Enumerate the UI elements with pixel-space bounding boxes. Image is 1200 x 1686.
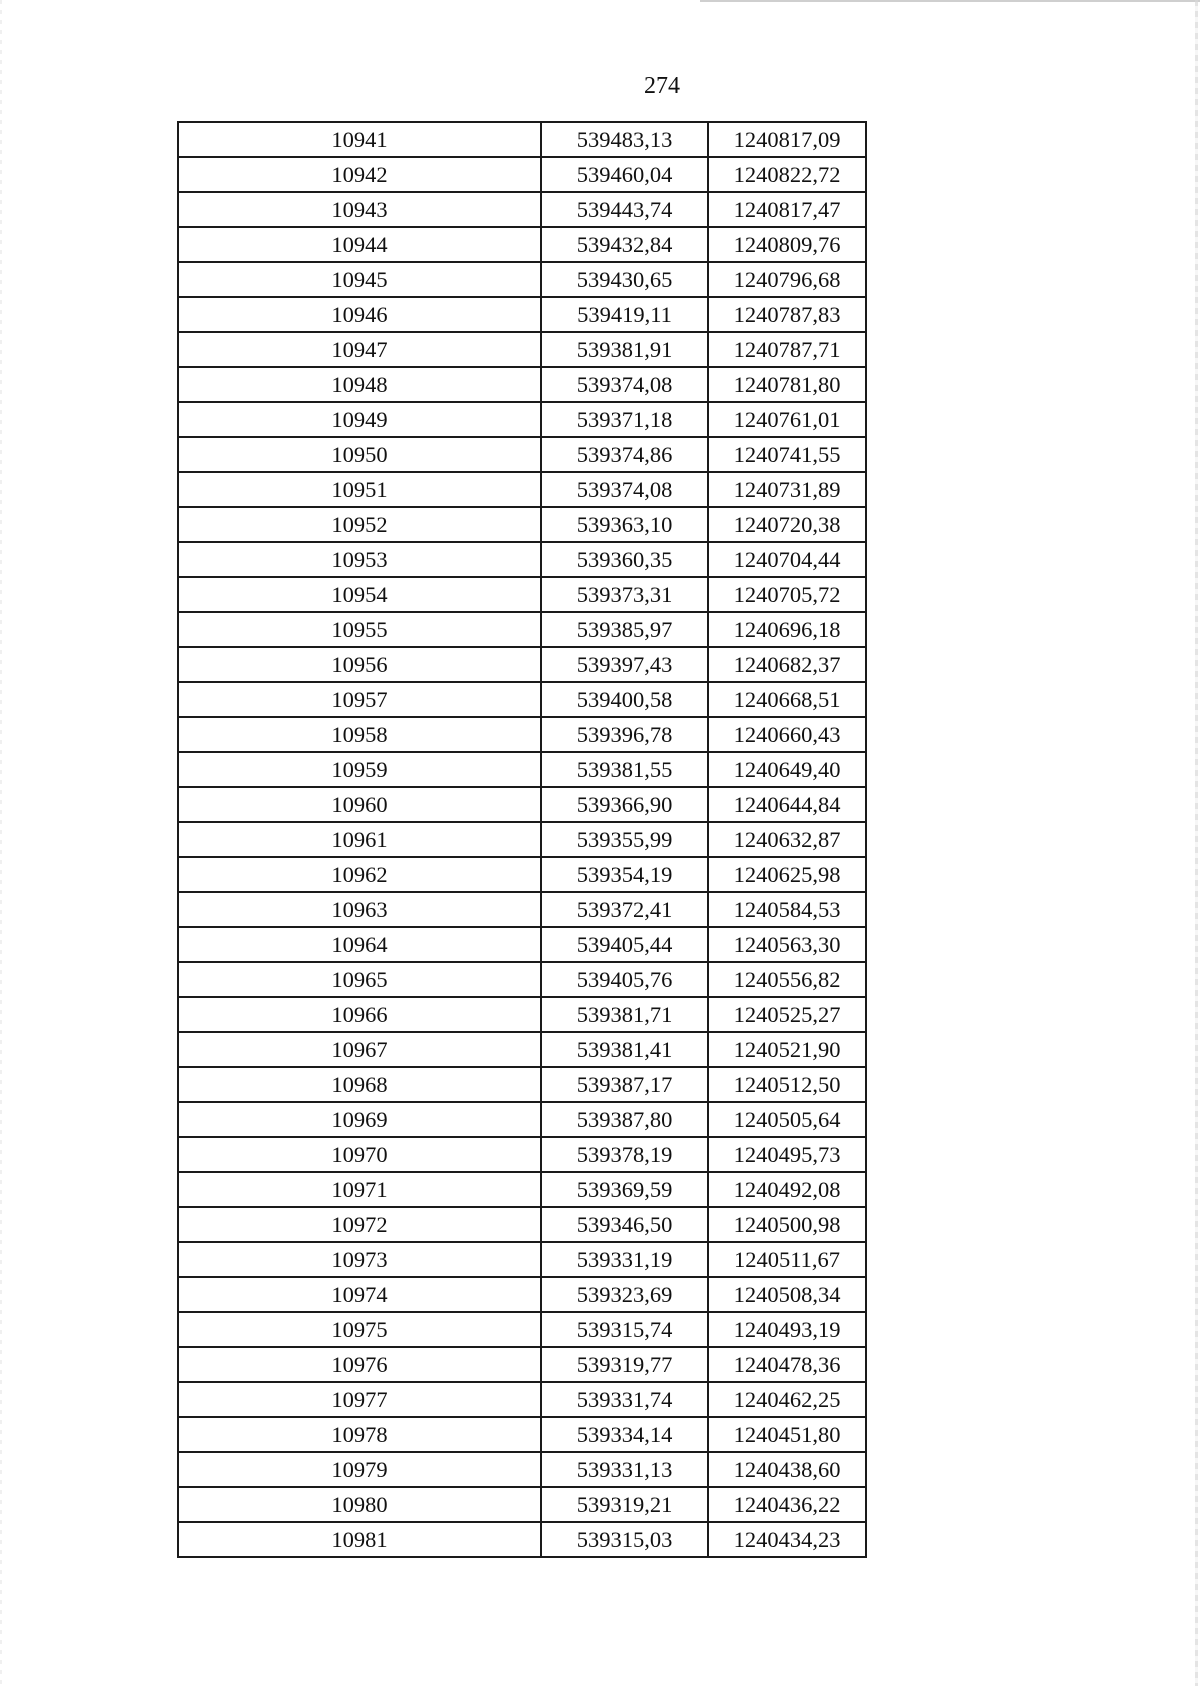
point-number-cell: 10978 — [178, 1417, 541, 1452]
table-row — [178, 752, 866, 787]
y-coordinate-cell: 1240556,82 — [708, 962, 866, 997]
point-number-cell: 10964 — [178, 927, 541, 962]
point-number-cell: 10959 — [178, 752, 541, 787]
point-number-cell: 10949 — [178, 402, 541, 437]
x-coordinate-cell: 539355,99 — [541, 822, 708, 857]
table-row — [178, 1242, 866, 1277]
x-coordinate-cell: 539419,11 — [541, 297, 708, 332]
point-number-cell: 10956 — [178, 647, 541, 682]
point-number-cell: 10965 — [178, 962, 541, 997]
y-coordinate-cell: 1240632,87 — [708, 822, 866, 857]
x-coordinate-cell: 539430,65 — [541, 262, 708, 297]
table-row — [178, 612, 866, 647]
point-number-cell: 10980 — [178, 1487, 541, 1522]
point-number-cell: 10975 — [178, 1312, 541, 1347]
x-coordinate-cell: 539331,19 — [541, 1242, 708, 1277]
scan-edge-right — [1195, 0, 1198, 1686]
table-row — [178, 1032, 866, 1067]
y-coordinate-cell: 1240796,68 — [708, 262, 866, 297]
y-coordinate-cell: 1240511,67 — [708, 1242, 866, 1277]
table-row — [178, 1067, 866, 1102]
y-coordinate-cell: 1240761,01 — [708, 402, 866, 437]
point-number-cell: 10954 — [178, 577, 541, 612]
table-row — [178, 1487, 866, 1522]
table-row — [178, 332, 866, 367]
y-coordinate-cell: 1240809,76 — [708, 227, 866, 262]
x-coordinate-cell: 539319,21 — [541, 1487, 708, 1522]
x-coordinate-cell: 539372,41 — [541, 892, 708, 927]
x-coordinate-cell: 539319,77 — [541, 1347, 708, 1382]
point-number-cell: 10943 — [178, 192, 541, 227]
x-coordinate-cell: 539400,58 — [541, 682, 708, 717]
page-number: 274 — [644, 73, 680, 99]
x-coordinate-cell: 539381,71 — [541, 997, 708, 1032]
y-coordinate-cell: 1240584,53 — [708, 892, 866, 927]
scan-edge-left — [0, 0, 2, 1686]
x-coordinate-cell: 539323,69 — [541, 1277, 708, 1312]
y-coordinate-cell: 1240505,64 — [708, 1102, 866, 1137]
y-coordinate-cell: 1240492,08 — [708, 1172, 866, 1207]
x-coordinate-cell: 539371,18 — [541, 402, 708, 437]
x-coordinate-cell: 539334,14 — [541, 1417, 708, 1452]
y-coordinate-cell: 1240731,89 — [708, 472, 866, 507]
x-coordinate-cell: 539397,43 — [541, 647, 708, 682]
point-number-cell: 10948 — [178, 367, 541, 402]
table-row — [178, 437, 866, 472]
point-number-cell: 10952 — [178, 507, 541, 542]
table-row — [178, 1452, 866, 1487]
point-number-cell: 10979 — [178, 1452, 541, 1487]
y-coordinate-cell: 1240705,72 — [708, 577, 866, 612]
table-row — [178, 997, 866, 1032]
y-coordinate-cell: 1240436,22 — [708, 1487, 866, 1522]
table-row — [178, 927, 866, 962]
point-number-cell: 10968 — [178, 1067, 541, 1102]
x-coordinate-cell: 539483,13 — [541, 122, 708, 157]
point-number-cell: 10961 — [178, 822, 541, 857]
table-row — [178, 1347, 866, 1382]
y-coordinate-cell: 1240822,72 — [708, 157, 866, 192]
y-coordinate-cell: 1240512,50 — [708, 1067, 866, 1102]
point-number-cell: 10960 — [178, 787, 541, 822]
x-coordinate-cell: 539374,08 — [541, 472, 708, 507]
y-coordinate-cell: 1240500,98 — [708, 1207, 866, 1242]
x-coordinate-cell: 539374,08 — [541, 367, 708, 402]
y-coordinate-cell: 1240451,80 — [708, 1417, 866, 1452]
point-number-cell: 10945 — [178, 262, 541, 297]
point-number-cell: 10941 — [178, 122, 541, 157]
x-coordinate-cell: 539385,97 — [541, 612, 708, 647]
y-coordinate-cell: 1240495,73 — [708, 1137, 866, 1172]
table-row — [178, 122, 866, 157]
y-coordinate-cell: 1240781,80 — [708, 367, 866, 402]
x-coordinate-cell: 539331,74 — [541, 1382, 708, 1417]
scan-edge-top — [700, 0, 1200, 2]
x-coordinate-cell: 539374,86 — [541, 437, 708, 472]
table-row — [178, 1207, 866, 1242]
y-coordinate-cell: 1240508,34 — [708, 1277, 866, 1312]
point-number-cell: 10969 — [178, 1102, 541, 1137]
y-coordinate-cell: 1240682,37 — [708, 647, 866, 682]
x-coordinate-cell: 539378,19 — [541, 1137, 708, 1172]
table-row — [178, 577, 866, 612]
y-coordinate-cell: 1240563,30 — [708, 927, 866, 962]
y-coordinate-cell: 1240434,23 — [708, 1522, 866, 1557]
coordinates-table — [177, 121, 867, 1558]
x-coordinate-cell: 539366,90 — [541, 787, 708, 822]
x-coordinate-cell: 539387,17 — [541, 1067, 708, 1102]
table-row — [178, 192, 866, 227]
table-row — [178, 1417, 866, 1452]
y-coordinate-cell: 1240478,36 — [708, 1347, 866, 1382]
x-coordinate-cell: 539373,31 — [541, 577, 708, 612]
point-number-cell: 10967 — [178, 1032, 541, 1067]
table-row — [178, 892, 866, 927]
x-coordinate-cell: 539331,13 — [541, 1452, 708, 1487]
table-row — [178, 227, 866, 262]
point-number-cell: 10944 — [178, 227, 541, 262]
table-row — [178, 402, 866, 437]
x-coordinate-cell: 539369,59 — [541, 1172, 708, 1207]
x-coordinate-cell: 539443,74 — [541, 192, 708, 227]
table-row — [178, 542, 866, 577]
point-number-cell: 10977 — [178, 1382, 541, 1417]
x-coordinate-cell: 539354,19 — [541, 857, 708, 892]
table-row — [178, 1277, 866, 1312]
point-number-cell: 10962 — [178, 857, 541, 892]
x-coordinate-cell: 539360,35 — [541, 542, 708, 577]
point-number-cell: 10946 — [178, 297, 541, 332]
point-number-cell: 10955 — [178, 612, 541, 647]
y-coordinate-cell: 1240696,18 — [708, 612, 866, 647]
table-row — [178, 1382, 866, 1417]
x-coordinate-cell: 539315,03 — [541, 1522, 708, 1557]
y-coordinate-cell: 1240644,84 — [708, 787, 866, 822]
x-coordinate-cell: 539363,10 — [541, 507, 708, 542]
table-row — [178, 367, 866, 402]
y-coordinate-cell: 1240438,60 — [708, 1452, 866, 1487]
point-number-cell: 10973 — [178, 1242, 541, 1277]
table-row — [178, 857, 866, 892]
point-number-cell: 10981 — [178, 1522, 541, 1557]
table-row — [178, 1172, 866, 1207]
point-number-cell: 10942 — [178, 157, 541, 192]
table-row — [178, 262, 866, 297]
x-coordinate-cell: 539405,76 — [541, 962, 708, 997]
point-number-cell: 10970 — [178, 1137, 541, 1172]
table-row — [178, 1312, 866, 1347]
point-number-cell: 10958 — [178, 717, 541, 752]
point-number-cell: 10972 — [178, 1207, 541, 1242]
table-row — [178, 1102, 866, 1137]
y-coordinate-cell: 1240668,51 — [708, 682, 866, 717]
table-row — [178, 822, 866, 857]
x-coordinate-cell: 539381,91 — [541, 332, 708, 367]
point-number-cell: 10957 — [178, 682, 541, 717]
table-row — [178, 787, 866, 822]
table-row — [178, 507, 866, 542]
x-coordinate-cell: 539315,74 — [541, 1312, 708, 1347]
table-row — [178, 1522, 866, 1557]
table-row — [178, 472, 866, 507]
point-number-cell: 10947 — [178, 332, 541, 367]
y-coordinate-cell: 1240817,09 — [708, 122, 866, 157]
table-row — [178, 647, 866, 682]
y-coordinate-cell: 1240787,83 — [708, 297, 866, 332]
coordinates-table-body — [178, 122, 866, 1557]
table-row — [178, 157, 866, 192]
table-row — [178, 1137, 866, 1172]
x-coordinate-cell: 539381,41 — [541, 1032, 708, 1067]
y-coordinate-cell: 1240704,44 — [708, 542, 866, 577]
x-coordinate-cell: 539405,44 — [541, 927, 708, 962]
y-coordinate-cell: 1240817,47 — [708, 192, 866, 227]
y-coordinate-cell: 1240720,38 — [708, 507, 866, 542]
x-coordinate-cell: 539432,84 — [541, 227, 708, 262]
x-coordinate-cell: 539387,80 — [541, 1102, 708, 1137]
point-number-cell: 10976 — [178, 1347, 541, 1382]
y-coordinate-cell: 1240462,25 — [708, 1382, 866, 1417]
y-coordinate-cell: 1240525,27 — [708, 997, 866, 1032]
table-row — [178, 297, 866, 332]
table-row — [178, 717, 866, 752]
x-coordinate-cell: 539381,55 — [541, 752, 708, 787]
point-number-cell: 10953 — [178, 542, 541, 577]
x-coordinate-cell: 539460,04 — [541, 157, 708, 192]
table-row — [178, 682, 866, 717]
y-coordinate-cell: 1240741,55 — [708, 437, 866, 472]
point-number-cell: 10963 — [178, 892, 541, 927]
point-number-cell: 10950 — [178, 437, 541, 472]
y-coordinate-cell: 1240521,90 — [708, 1032, 866, 1067]
y-coordinate-cell: 1240787,71 — [708, 332, 866, 367]
y-coordinate-cell: 1240493,19 — [708, 1312, 866, 1347]
x-coordinate-cell: 539346,50 — [541, 1207, 708, 1242]
y-coordinate-cell: 1240625,98 — [708, 857, 866, 892]
point-number-cell: 10974 — [178, 1277, 541, 1312]
point-number-cell: 10971 — [178, 1172, 541, 1207]
x-coordinate-cell: 539396,78 — [541, 717, 708, 752]
table-row — [178, 962, 866, 997]
point-number-cell: 10951 — [178, 472, 541, 507]
point-number-cell: 10966 — [178, 997, 541, 1032]
y-coordinate-cell: 1240649,40 — [708, 752, 866, 787]
y-coordinate-cell: 1240660,43 — [708, 717, 866, 752]
